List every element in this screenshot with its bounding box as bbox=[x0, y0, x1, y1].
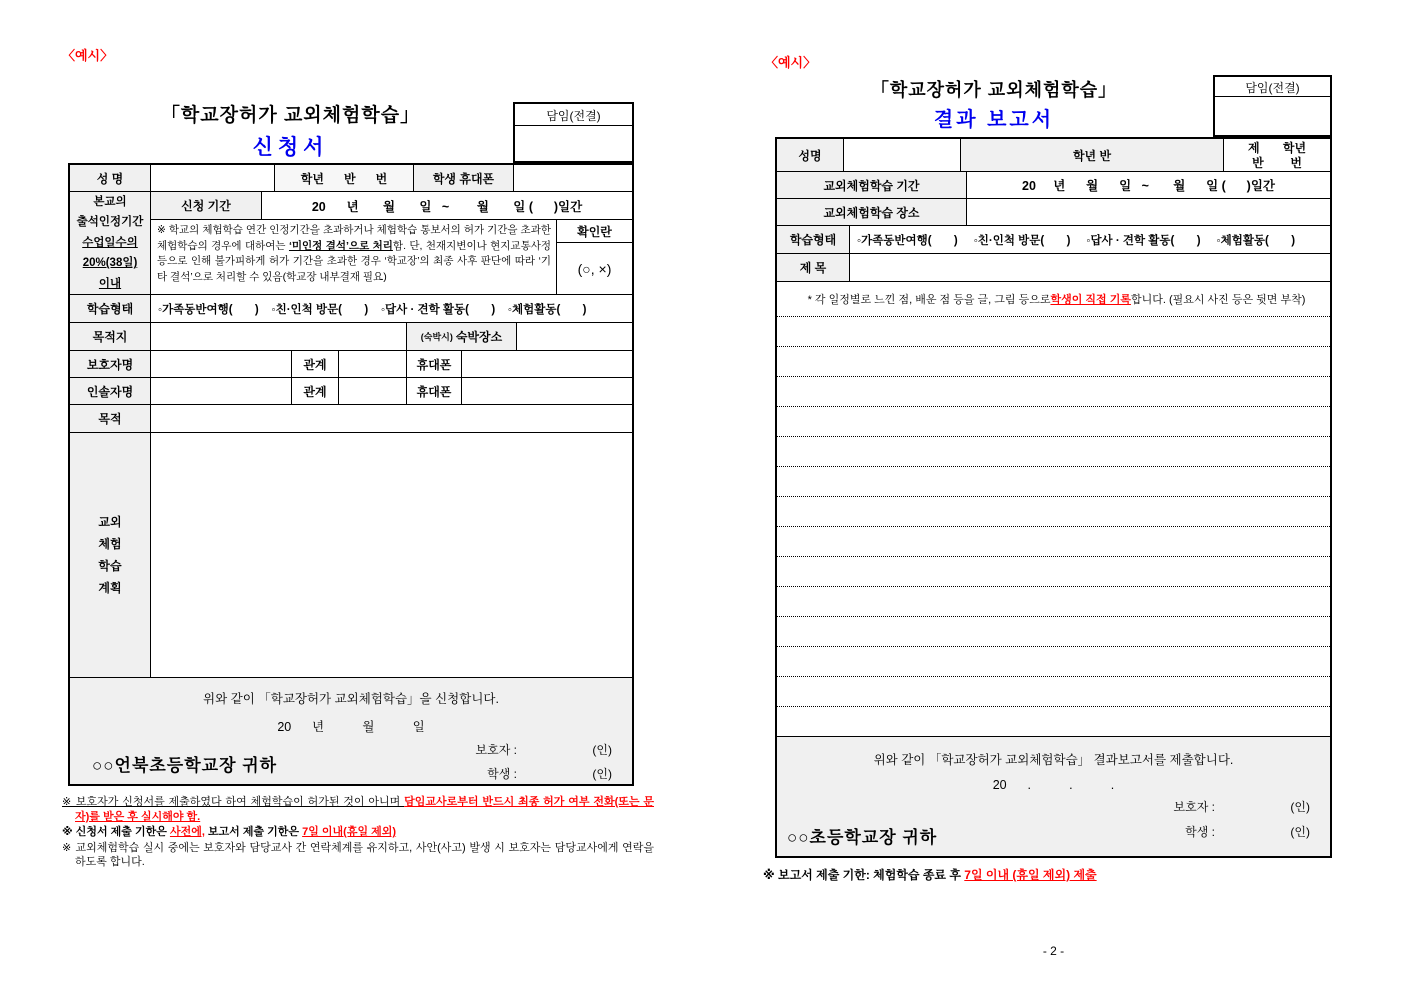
right-guardian-sign-label: 보호자 : bbox=[1173, 800, 1215, 814]
left-form-subtitle: 신청서 bbox=[252, 136, 329, 159]
type-label: 학습형태 bbox=[70, 295, 151, 322]
writing-line[interactable] bbox=[777, 347, 1330, 377]
purpose-label: 목적 bbox=[70, 405, 151, 432]
attendance-line5: 이내 bbox=[98, 277, 122, 290]
guardian-phone-label: 휴대폰 bbox=[407, 351, 462, 377]
right-place-label: 교외체험학습 장소 bbox=[777, 199, 967, 225]
student-sign-label: 학생 : bbox=[487, 767, 517, 781]
plan-label-line4: 계획 bbox=[98, 581, 122, 595]
writing-line[interactable] bbox=[777, 677, 1330, 707]
left-row-period bbox=[151, 192, 632, 220]
note1-red: 담임교사로부터 반드시 최종 허가 여부 전화(또는 문자)를 받은 후 실시해야 함. bbox=[75, 796, 654, 823]
right-footer-date: 20 . . . bbox=[992, 778, 1115, 792]
lodging-text: 숙박장소 bbox=[455, 330, 503, 344]
right-type-label: 학습형태 bbox=[777, 226, 850, 253]
right-form-subtitle: 결과 보고서 bbox=[933, 109, 1055, 131]
policy-note-prefix: ※ 학교의 체험학습 연간 인정기간을 초과하거나 체험학습 통보서의 허가 기간을 초과한 체험학습의 경우에 대하여는 bbox=[157, 224, 551, 252]
grade-field-line1: 제 학년 bbox=[1247, 141, 1307, 155]
right-subject-label: 제 목 bbox=[777, 254, 850, 281]
right-type-options[interactable]: ◦가족동반여행( ) ◦친·인척 방문( ) ◦답사 · 견학 활동( ) ◦체험활동( ) bbox=[857, 234, 1296, 247]
lodging-prefix: (숙박시) bbox=[420, 332, 453, 342]
left-note-3 bbox=[62, 841, 654, 870]
policy-note-bold: ‘미인정 결석’으로 처리 bbox=[288, 239, 393, 252]
left-notes bbox=[62, 795, 654, 871]
left-row-guardian bbox=[70, 351, 632, 378]
plan-label-line2: 체험 bbox=[98, 537, 122, 551]
note2-red1: 사전에, bbox=[169, 826, 205, 838]
writing-line[interactable] bbox=[777, 587, 1330, 617]
left-approval-sign-space[interactable] bbox=[515, 126, 632, 161]
left-addressee: ○○언북초등학교장 귀하 bbox=[92, 756, 278, 775]
right-footer-statement: 위와 같이 「학교장허가 교외체험학습」 결과보고서를 제출합니다. bbox=[873, 753, 1234, 767]
confirm-column bbox=[557, 220, 632, 294]
right-guardian-sign-row bbox=[777, 798, 1330, 815]
note2-black1: ※ 신청서 제출 기한은 bbox=[62, 826, 170, 838]
left-approval-header: 담임(전결) bbox=[515, 104, 632, 126]
student-seal: (인) bbox=[592, 767, 612, 781]
writing-line[interactable] bbox=[777, 527, 1330, 557]
right-row-period bbox=[777, 172, 1330, 199]
lodging-field[interactable] bbox=[517, 323, 632, 350]
left-row-name bbox=[70, 165, 632, 192]
escort-phone-field[interactable] bbox=[462, 378, 632, 404]
right-approval-box bbox=[1213, 75, 1332, 137]
policy-note bbox=[151, 220, 557, 294]
guardian-seal: (인) bbox=[592, 743, 612, 757]
plan-field[interactable] bbox=[151, 433, 632, 677]
left-approval-box bbox=[513, 102, 634, 163]
guardian-label: 보호자명 bbox=[70, 351, 151, 377]
confirm-header: 확인란 bbox=[557, 220, 632, 243]
attendance-line1: 본교의 bbox=[93, 195, 127, 208]
escort-phone-label: 휴대폰 bbox=[407, 378, 462, 404]
guardian-phone-field[interactable] bbox=[462, 351, 632, 377]
policy-note-suffix: 함. 단, 천재지변이나 현지교통사정 등으로 인해 불가피하게 허가 기간을 초과한 경우 ‘학교장’의 최종 사후 판단에 따라 ‘기타 결석’으로 처리할 수 있음(학교장 내부결재 필요) bbox=[157, 239, 551, 283]
right-note bbox=[763, 866, 1328, 883]
right-note-red: 7일 이내 (휴일 제외) 제출 bbox=[964, 868, 1097, 882]
left-note-2 bbox=[62, 825, 654, 840]
right-student-seal: (인) bbox=[1290, 825, 1310, 839]
instruction-prefix: * 각 일정별로 느낀 점, 배운 점 등을 글, 그림 등으로 bbox=[807, 294, 1051, 306]
lodging-label bbox=[407, 323, 517, 350]
left-row-escort bbox=[70, 378, 632, 405]
writing-line[interactable] bbox=[777, 617, 1330, 647]
student-phone-field[interactable] bbox=[514, 165, 632, 191]
plan-label-line1: 교외 bbox=[98, 515, 122, 529]
writing-line[interactable] bbox=[777, 557, 1330, 587]
guardian-relation-field[interactable] bbox=[339, 351, 407, 377]
escort-label: 인솔자명 bbox=[70, 378, 151, 404]
plan-label bbox=[70, 433, 151, 677]
student-phone-label: 학생 휴대폰 bbox=[414, 165, 514, 191]
writing-line[interactable] bbox=[777, 317, 1330, 347]
right-form-title: 「학교장허가 교외체험학습」 bbox=[870, 80, 1118, 100]
writing-line[interactable] bbox=[777, 497, 1330, 527]
guardian-sign-label: 보호자 : bbox=[475, 743, 517, 757]
right-row-subject bbox=[777, 254, 1330, 282]
attendance-limit-label bbox=[70, 192, 151, 294]
right-report-table bbox=[775, 137, 1332, 858]
escort-name-field[interactable] bbox=[151, 378, 292, 404]
left-row-plan bbox=[70, 433, 632, 678]
escort-relation-label: 관계 bbox=[292, 378, 339, 404]
example-tag-left: 〈예시〉 bbox=[62, 48, 114, 63]
right-grade-label: 학년 반 bbox=[961, 139, 1224, 171]
type-options[interactable]: ◦가족동반여행( ) ◦친·인척 방문( ) ◦답사 · 견학 활동( ) ◦체험활동( ) bbox=[158, 303, 587, 316]
left-row-destination bbox=[70, 323, 632, 351]
writing-line[interactable] bbox=[777, 377, 1330, 407]
left-form-title: 「학교장허가 교외체험학습」 bbox=[160, 105, 421, 126]
right-name-field[interactable] bbox=[844, 139, 961, 171]
confirm-mark-field[interactable]: (○, ×) bbox=[577, 260, 612, 277]
right-row-instruction bbox=[777, 282, 1330, 317]
grade-field-line2: 반 번 bbox=[1252, 156, 1302, 170]
writing-line[interactable] bbox=[777, 437, 1330, 467]
period-field[interactable]: 20 년 월 일 ~ 월 일 ( )일간 bbox=[311, 199, 583, 214]
right-note-black: ※ 보고서 제출 기한: 체험학습 종료 후 bbox=[763, 868, 965, 882]
instruction-suffix: 합니다. (필요시 사진 등은 뒷면 부착) bbox=[1130, 294, 1306, 306]
right-name-label: 성명 bbox=[777, 139, 844, 171]
left-row-policy bbox=[151, 220, 632, 294]
left-row-purpose bbox=[70, 405, 632, 433]
guardian-name-field[interactable] bbox=[151, 351, 292, 377]
note2-red2: 7일 이내(휴일 제외) bbox=[302, 826, 397, 838]
purpose-field[interactable] bbox=[151, 405, 632, 432]
note3-text: ※ 교외체험학습 실시 중에는 보호자와 담당교사 간 연락체계를 유지하고, 사안(사고) 발생 시 보호자는 담당교사에게 연락을 하도록 합니다. bbox=[62, 841, 654, 868]
left-footer-date: 20 년 월 일 bbox=[277, 720, 425, 734]
writing-line[interactable] bbox=[777, 407, 1330, 437]
right-footer-box bbox=[777, 737, 1330, 856]
right-instruction bbox=[777, 282, 1330, 316]
period-label: 신청 기간 bbox=[151, 192, 262, 219]
writing-line[interactable] bbox=[777, 647, 1330, 677]
left-row-type bbox=[70, 295, 632, 323]
right-guardian-seal: (인) bbox=[1290, 800, 1310, 814]
right-student-sign-label: 학생 : bbox=[1185, 825, 1215, 839]
name-field[interactable] bbox=[151, 165, 275, 191]
attendance-line4: 20%(38일) bbox=[82, 257, 138, 270]
destination-label: 목적지 bbox=[70, 323, 151, 350]
right-place-field[interactable] bbox=[967, 199, 1330, 225]
attendance-line3: 수업일수의 bbox=[82, 236, 138, 249]
example-tag-right: 〈예시〉 bbox=[765, 55, 817, 70]
left-footer-box bbox=[70, 678, 632, 784]
writing-line[interactable] bbox=[777, 467, 1330, 497]
destination-field[interactable] bbox=[151, 323, 407, 350]
right-subject-field[interactable] bbox=[850, 254, 1330, 281]
left-footer-statement: 위와 같이 「학교장허가 교외체험학습」을 신청합니다. bbox=[203, 692, 499, 706]
page-number: - 2 - bbox=[1042, 944, 1065, 958]
note1-black: ※ 보호자가 신청서를 제출하였다 하여 체험학습이 허가된 것이 아니며 bbox=[62, 796, 405, 808]
instruction-red: 학생이 직접 기록 bbox=[1050, 294, 1131, 306]
right-row-place bbox=[777, 199, 1330, 226]
right-addressee: ○○초등학교장 귀하 bbox=[787, 828, 938, 847]
right-period-field[interactable]: 20 년 월 일 ~ 월 일 ( )일간 bbox=[1022, 179, 1275, 193]
escort-relation-field[interactable] bbox=[339, 378, 407, 404]
note2-black2: 보고서 제출 기한은 bbox=[204, 826, 303, 838]
right-period-label: 교외체험학습 기간 bbox=[777, 172, 967, 198]
writing-line[interactable] bbox=[777, 707, 1330, 737]
name-label: 성 명 bbox=[70, 165, 151, 191]
plan-label-line3: 학습 bbox=[98, 559, 122, 573]
left-application-table bbox=[68, 163, 634, 786]
grade-class-number-label: 학년 반 번 bbox=[275, 165, 414, 191]
right-row-type bbox=[777, 226, 1330, 254]
right-approval-sign-space[interactable] bbox=[1215, 97, 1330, 135]
report-writing-area[interactable] bbox=[777, 317, 1330, 737]
attendance-line2: 출석인정기간 bbox=[76, 216, 144, 229]
guardian-relation-label: 관계 bbox=[292, 351, 339, 377]
left-note-1 bbox=[62, 795, 654, 824]
right-grade-field[interactable] bbox=[1224, 139, 1330, 171]
right-approval-header: 담임(전결) bbox=[1215, 77, 1330, 97]
right-row-name bbox=[777, 139, 1330, 172]
left-row-period-policy bbox=[70, 192, 632, 295]
